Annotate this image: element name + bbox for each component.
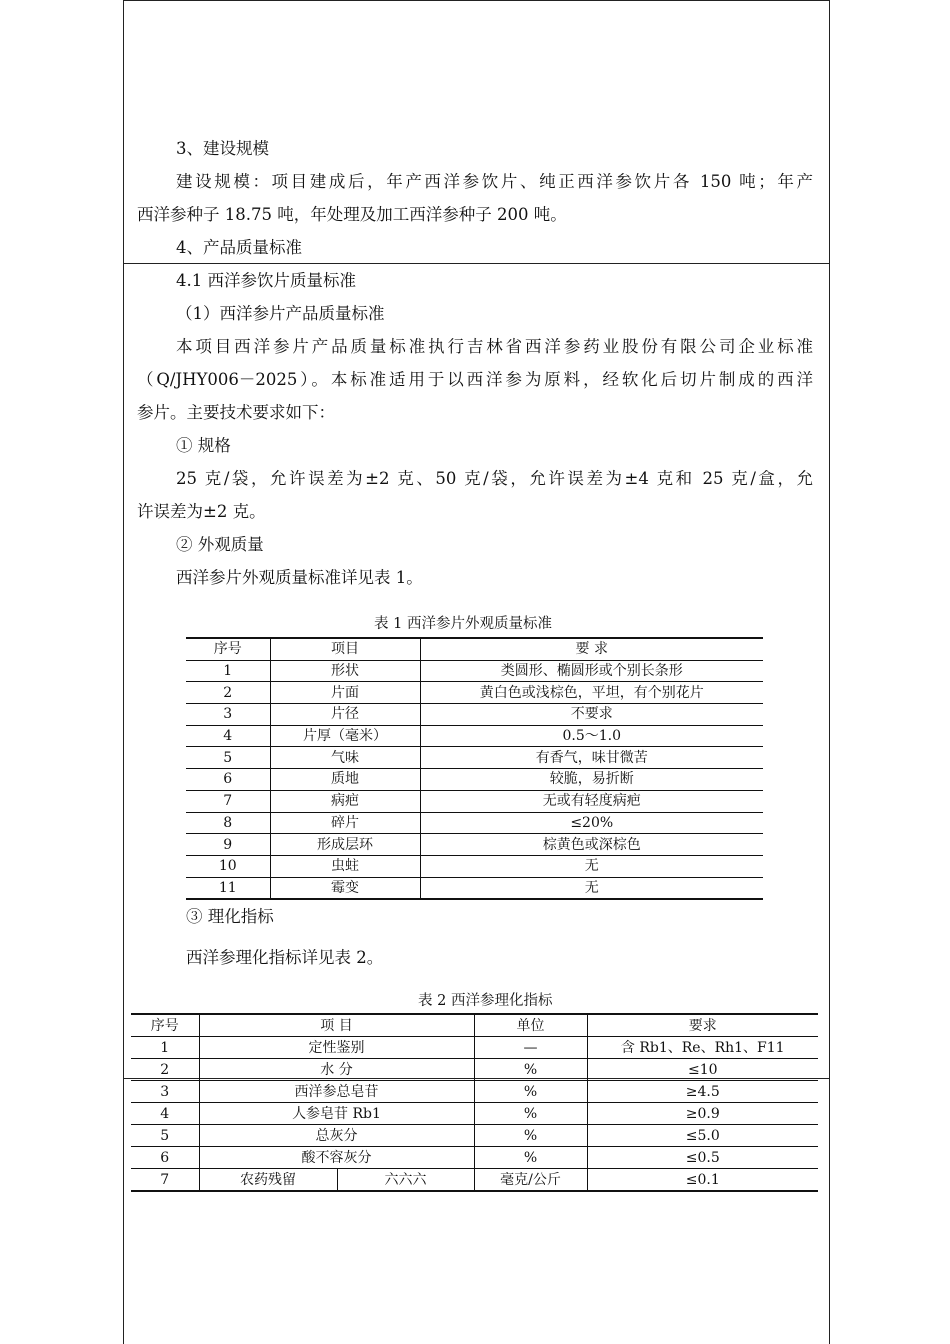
- table-row: [186, 834, 763, 856]
- cell: 虫蛀: [270, 855, 420, 877]
- table-header-row: [131, 1014, 818, 1037]
- cell: 无: [420, 877, 763, 899]
- table-row: [186, 812, 763, 834]
- appearance-heading: ② 外观质量: [176, 535, 264, 554]
- cell: 6: [186, 769, 270, 791]
- cell: 1: [131, 1037, 199, 1059]
- standard-para-line1: 本项目西洋参片产品质量标准执行吉林省西洋参药业股份有限公司企业标准: [176, 337, 813, 356]
- cell: ≤0.1: [587, 1169, 818, 1192]
- physchem-heading: ③ 理化指标: [186, 907, 274, 926]
- cell: 2: [131, 1059, 199, 1081]
- table-row: [186, 747, 763, 769]
- cell: 5: [186, 747, 270, 769]
- cell: 片面: [270, 682, 420, 704]
- cell: 形状: [270, 660, 420, 682]
- table-row: [131, 1103, 818, 1125]
- cell: 水 分: [199, 1059, 474, 1081]
- header-cell: 要求: [587, 1014, 818, 1037]
- table1-caption: 表 1 西洋参片外观质量标准: [374, 616, 552, 632]
- spec-line1: 25 克/袋，允许误差为±2 克、50 克/袋，允许误差为±4 克和 25 克/盒，允: [176, 469, 813, 488]
- cell: 形成层环: [270, 834, 420, 856]
- spec-line2: 许误差为±2 克。: [137, 502, 266, 521]
- header-cell: 序号: [131, 1014, 199, 1037]
- cell: 类圆形、椭圆形或个别长条形: [420, 660, 763, 682]
- table-row: [131, 1059, 818, 1081]
- cell: %: [474, 1081, 587, 1103]
- section3-line1: 建设规模：项目建成后，年产西洋参饮片、纯正西洋参饮片各 150 吨；年产: [176, 172, 813, 191]
- table-row: [131, 1125, 818, 1147]
- header-cell: 单位: [474, 1014, 587, 1037]
- cell: 4: [186, 725, 270, 747]
- standard-para-line3: 参片。主要技术要求如下：: [137, 403, 335, 422]
- table-header-row: [186, 638, 763, 660]
- cell: %: [474, 1103, 587, 1125]
- table-row: [131, 1147, 818, 1169]
- cell: 西洋参总皂苷: [199, 1081, 474, 1103]
- section41-heading: 4.1 西洋参饮片质量标准: [176, 271, 356, 290]
- cell: 无: [420, 855, 763, 877]
- table-row: [186, 769, 763, 791]
- cell: 含 Rb1、Re、Rh1、F11: [587, 1037, 818, 1059]
- cell: 有香气，味甘微苦: [420, 747, 763, 769]
- cell: —: [474, 1037, 587, 1059]
- section4-heading: 4、产品质量标准: [176, 238, 302, 257]
- header-cell: 项 目: [199, 1014, 474, 1037]
- table2-caption: 表 2 西洋参理化指标: [418, 993, 553, 1009]
- header-cell: 项目: [270, 638, 420, 660]
- header-cell: 序号: [186, 638, 270, 660]
- cell: 霉变: [270, 877, 420, 899]
- physchem-text: 西洋参理化指标详见表 2。: [186, 948, 384, 967]
- cell: 11: [218, 879, 237, 896]
- appearance-text: 西洋参片外观质量标准详见表 1。: [176, 568, 423, 587]
- cell: 质地: [270, 769, 420, 791]
- cell: ≥0.9: [587, 1103, 818, 1125]
- cell: ≤0.5: [587, 1147, 818, 1169]
- cell: 片厚（毫米）: [270, 725, 420, 747]
- cell: ≥4.5: [587, 1081, 818, 1103]
- cell: 棕黄色或深棕色: [420, 834, 763, 856]
- table-row: [186, 704, 763, 726]
- cell: ≤20%: [420, 812, 763, 834]
- section3-heading: 3、建设规模: [176, 139, 269, 158]
- physchem-index-table: [131, 1013, 818, 1192]
- cell: 定性鉴别: [199, 1037, 474, 1059]
- table-row: [131, 1081, 818, 1103]
- cell: 病疤: [270, 790, 420, 812]
- standard-para-line2: （Q/JHY006－2025）。本标准适用于以西洋参为原料，经软化后切片制成的西洋: [137, 370, 813, 389]
- cell: 无或有轻度病疤: [420, 790, 763, 812]
- cell: ≤10: [587, 1059, 818, 1081]
- cell: 农药残留: [199, 1169, 337, 1192]
- spec-heading: ① 规格: [176, 436, 231, 455]
- cell: 7: [160, 1171, 170, 1188]
- cell: 5: [131, 1125, 199, 1147]
- cell: 3: [131, 1081, 199, 1103]
- table-row: [131, 1037, 818, 1059]
- table-row: [186, 660, 763, 682]
- cell: 6: [131, 1147, 199, 1169]
- table-row: [186, 877, 763, 899]
- cell: 8: [186, 812, 270, 834]
- cell: 4: [131, 1103, 199, 1125]
- cell: 较脆，易折断: [420, 769, 763, 791]
- cell: 片径: [270, 704, 420, 726]
- table-row: [186, 682, 763, 704]
- table-row: [186, 725, 763, 747]
- cell: 2: [186, 682, 270, 704]
- cell: 3: [186, 704, 270, 726]
- appearance-quality-table: [186, 637, 763, 900]
- cell: 黄白色或浅棕色，平坦，有个别花片: [420, 682, 763, 704]
- cell: 不要求: [420, 704, 763, 726]
- cell: ≤5.0: [587, 1125, 818, 1147]
- cell: 0.5～1.0: [420, 725, 763, 747]
- cell: 碎片: [270, 812, 420, 834]
- cell: %: [474, 1125, 587, 1147]
- table-row: [186, 855, 763, 877]
- cell: 毫克/公斤: [474, 1169, 587, 1192]
- table-row: [186, 790, 763, 812]
- cell: %: [474, 1059, 587, 1081]
- cell: %: [474, 1147, 587, 1169]
- section3-line2: 西洋参种子 18.75 吨，年处理及加工西洋参种子 200 吨。: [137, 205, 567, 224]
- cell: 10: [186, 855, 270, 877]
- cell: 1: [186, 660, 270, 682]
- cell: 酸不容灰分: [199, 1147, 474, 1169]
- cell: 六六六: [337, 1169, 474, 1192]
- cell: 人参皂苷 Rb1: [199, 1103, 474, 1125]
- table-row: [131, 1169, 818, 1192]
- subsection1-heading: （1）西洋参片产品质量标准: [176, 304, 385, 323]
- cell: 总灰分: [199, 1125, 474, 1147]
- header-cell: 要 求: [420, 638, 763, 660]
- cell: 气味: [270, 747, 420, 769]
- cell: 7: [186, 790, 270, 812]
- cell: 9: [186, 834, 270, 856]
